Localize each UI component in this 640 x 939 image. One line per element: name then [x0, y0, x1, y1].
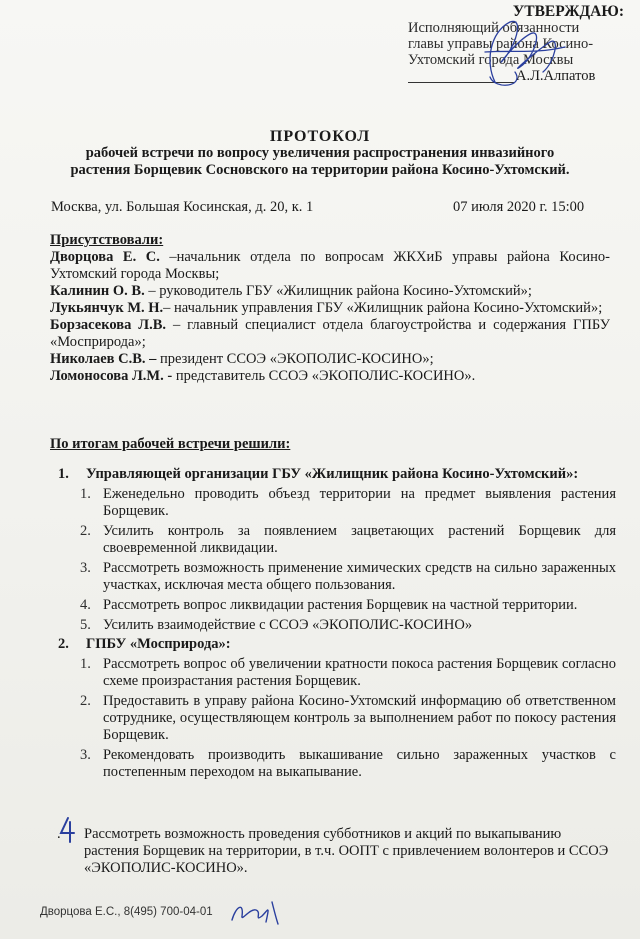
section-title-text: ГПБУ «Мосприрода»: — [86, 636, 231, 652]
subtitle-line: растения Борщевик Сосновского на территории района Косино-Ухтомский. — [70, 162, 570, 178]
decisions-list — [58, 466, 616, 781]
approval-line: Ухтомский города Москвы — [408, 52, 574, 68]
approval-line: главы управы района Косино- — [408, 36, 594, 52]
item-text: Усилить взаимодействие с ССОЭ «ЭКОПОЛИС-КОСИНО» — [103, 617, 473, 633]
item-number: 5. — [80, 617, 91, 633]
item-number: 3. — [80, 747, 91, 763]
list-item — [80, 523, 616, 557]
item-number: . — [57, 826, 61, 842]
item-number: 1. — [80, 656, 91, 672]
handwritten-initials — [226, 896, 286, 928]
attendee-name: Ломоносова Л.М. - — [50, 368, 173, 384]
item-text: Рассмотреть вопрос об увеличении кратности покоса растения Борщевик согласно схеме произрастания растения Борщевик. — [103, 656, 616, 689]
attendee-role: представитель ССОЭ «ЭКОПОЛИС-КОСИНО». — [172, 368, 476, 384]
section-number: 1. — [58, 466, 69, 482]
attendee-name: Лукьянчук М. Н. — [50, 300, 164, 316]
attendee-role: президент ССОЭ «ЭКОПОЛИС-КОСИНО»; — [156, 351, 434, 367]
attendee-row — [50, 300, 610, 317]
list-item — [80, 693, 616, 744]
list-item — [80, 617, 616, 634]
item-text: Еженедельно проводить объезд территории на предмет выявления растения Борщевик. — [103, 486, 616, 519]
list-item — [80, 560, 616, 594]
attendees-heading: Присутствовали: — [50, 232, 164, 248]
attendee-role: – начальник управления ГБУ «Жилищник района Косино-Ухтомский»; — [163, 300, 603, 316]
attendee-role: –начальник отдела по вопросам ЖКХиБ управы района Косино-Ухтомский города Москвы; — [50, 249, 610, 282]
item-text: Рассмотреть вопрос ликвидации растения Борщевик на частной территории. — [103, 597, 578, 613]
attendee-role: – руководитель ГБУ «Жилищник района Косино-Ухтомский»; — [144, 283, 532, 299]
document-title: ПРОТОКОЛ — [269, 128, 371, 145]
attendee-name: Калинин О. В. — [50, 283, 145, 299]
section-title — [58, 466, 616, 483]
meeting-place: Москва, ул. Большая Косинская, д. 20, к. 1 — [51, 199, 314, 215]
list-item — [80, 747, 616, 781]
subtitle-line: рабочей встречи по вопросу увеличения распространения инвазийного — [85, 145, 555, 161]
item-number: 2. — [80, 693, 91, 709]
attendee-row — [50, 249, 610, 283]
attendees-block — [50, 232, 610, 385]
attendee-row — [50, 351, 610, 368]
meeting-datetime: 07 июля 2020 г. 15:00 — [453, 199, 585, 215]
item-number: 2. — [80, 523, 91, 539]
list-item — [80, 597, 616, 614]
section-item-4 — [57, 826, 617, 877]
approval-heading: УТВЕРЖДАЮ: — [512, 3, 624, 20]
attendee-name: Николаев С.В. – — [50, 351, 157, 367]
handwritten-signature — [455, 12, 575, 92]
footer-contact: Дворцова Е.С., 8(495) 700-04-01 — [40, 906, 213, 918]
section-title — [58, 636, 616, 653]
item-text: Предоставить в управу района Косино-Ухтомский информацию об ответственном сотруднике, осуществляющем контроль за выполнением работ по покосу растения Борщевик. — [103, 693, 616, 743]
section-title-text: Управляющей организации ГБУ «Жилищник района Косино-Ухтомский»: — [86, 466, 579, 482]
item-text: Рассмотреть возможность проведения субботников и акций по выкапыванию растения Борщевик на территории, в т.ч. ООПТ с привлечением волонтеров и ССОЭ «ЭКОПОЛИС-КОСИНО». — [84, 826, 609, 876]
attendee-row — [50, 283, 610, 300]
item-text: Рассмотреть возможность применение химических средств на сильно зараженных участках, исключая места общего пользования. — [103, 560, 616, 593]
list-item — [80, 656, 616, 690]
attendee-name: Борзасекова Л.В. — [50, 317, 167, 333]
item-text: Рекомендовать производить выкашивание сильно зараженных участков с постепенным переходом на выкапывание. — [103, 747, 616, 780]
attendee-row — [50, 368, 610, 385]
attendee-row — [50, 317, 610, 351]
attendee-name: Дворцова Е. С. — [50, 249, 160, 265]
section-number: 2. — [58, 636, 69, 652]
list-item — [80, 486, 616, 520]
signatory-name: А.Л.Алпатов — [516, 68, 596, 84]
decisions-heading: По итогам рабочей встречи решили: — [50, 436, 291, 452]
item-number: 4. — [80, 597, 91, 613]
item-text: Усилить контроль за появлением зацветающих растений Борщевик для своевременной ликвидации. — [103, 523, 616, 556]
item-number: 3. — [80, 560, 91, 576]
document-subtitle — [0, 145, 640, 179]
item-number: 1. — [80, 486, 91, 502]
attendee-role: – главный специалист отдела благоустройства и содержания ГПБУ «Мосприрода»; — [50, 317, 610, 350]
approval-line: Исполняющий обязанности — [408, 20, 580, 36]
